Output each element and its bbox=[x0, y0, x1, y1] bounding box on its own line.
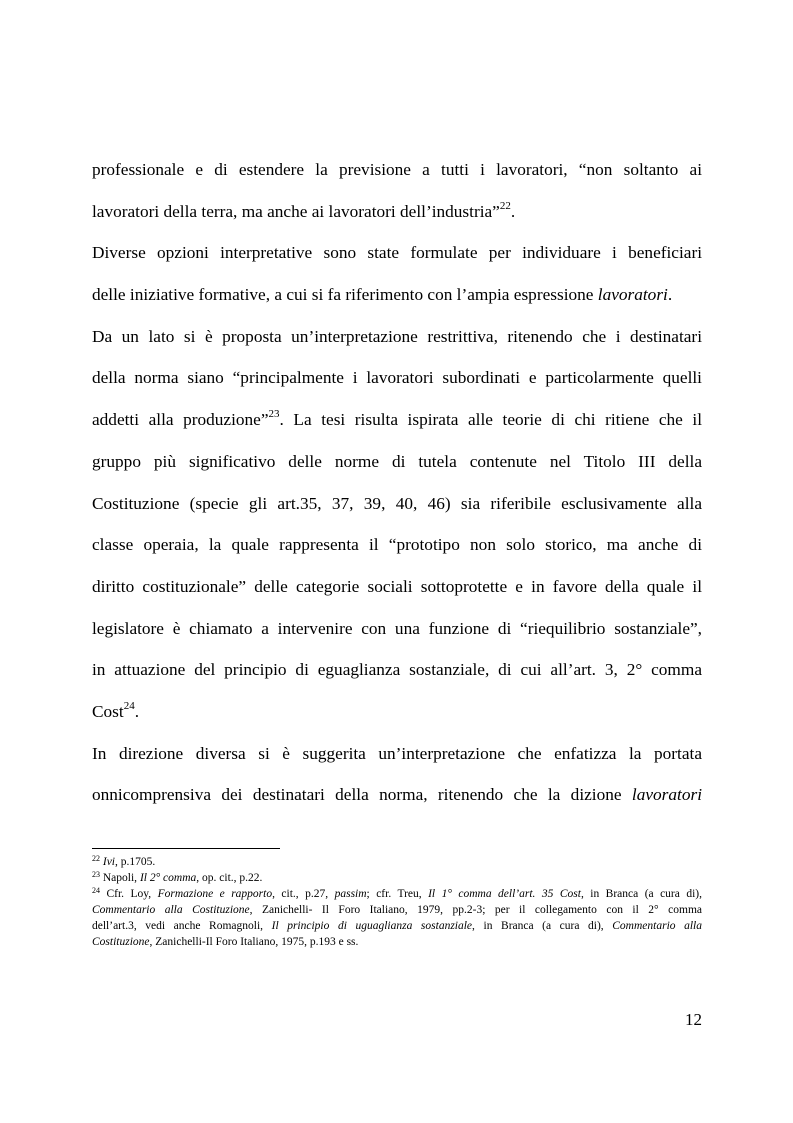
footnote-number: 22 bbox=[92, 854, 100, 863]
text-span: ; cfr. Treu, bbox=[366, 888, 429, 900]
text-span: . bbox=[134, 701, 140, 721]
text-span: , cit., p.27, bbox=[272, 888, 335, 900]
text-span: onnicomprensiva dei destinatari della norma, ritenendo che la dizione bbox=[92, 785, 632, 805]
footnote-ref-22: 22 bbox=[499, 199, 511, 212]
text-span: Diverse opzioni interpretative sono state formulate per individuare i beneficiari bbox=[92, 243, 702, 263]
text-line bbox=[92, 777, 702, 819]
text-line bbox=[92, 402, 702, 444]
text-span: Costituzione (specie gli art.35, 37, 39, 40, 46) sia riferibile esclusivamente alla bbox=[92, 493, 702, 513]
text-span: In direzione diversa si è suggerita un’interpretazione che enfatizza la portata bbox=[92, 743, 702, 763]
footnote-23 bbox=[92, 870, 702, 886]
italic-term: Formazione e rapporto bbox=[157, 888, 273, 900]
text-span: . bbox=[667, 285, 673, 305]
text-span: . bbox=[510, 201, 516, 221]
text-line bbox=[92, 694, 702, 736]
text-line bbox=[92, 611, 702, 653]
italic-term: Il 1° comma dell’art. 35 Cost bbox=[428, 888, 581, 900]
footnote-separator bbox=[92, 848, 280, 849]
footnotes bbox=[92, 854, 702, 950]
footnote-22 bbox=[92, 854, 702, 870]
footnote-24 bbox=[92, 886, 702, 902]
italic-term: lavoratori bbox=[597, 285, 668, 305]
text-span: Da un lato si è proposta un’interpretazione restrittiva, ritenendo che i destinatari bbox=[92, 326, 702, 346]
italic-term: Ivi bbox=[102, 856, 116, 868]
text-line bbox=[92, 194, 702, 236]
footnote-number: 23 bbox=[92, 870, 100, 879]
text-span: , Zanichelli- Il Foro Italiano, 1979, pp.2-3; per il collegamento con il 2° comma bbox=[249, 904, 702, 916]
text-line bbox=[92, 360, 702, 402]
body-text bbox=[92, 152, 702, 819]
text-line bbox=[92, 444, 702, 486]
footnote-24-cont bbox=[92, 934, 702, 950]
text-span: , op. cit., p.22. bbox=[196, 872, 263, 884]
text-span: lavoratori della terra, ma anche ai lavoratori dell’industria” bbox=[92, 201, 500, 221]
text-span: , p.1705. bbox=[115, 856, 156, 868]
text-span: legislatore è chiamato a intervenire con una funzione di “riequilibrio sostanziale”, bbox=[92, 618, 702, 638]
italic-term: Commentario alla Costituzione bbox=[92, 904, 250, 916]
footnote-number: 24 bbox=[92, 886, 100, 895]
text-span: , in Branca (a cura di), bbox=[472, 920, 613, 932]
text-line bbox=[92, 736, 702, 778]
italic-term: lavoratori bbox=[631, 785, 702, 805]
text-span: dell’art.3, vedi anche Romagnoli, bbox=[92, 920, 272, 932]
text-span: in attuazione del principio di eguaglianza sostanziale, di cui all’art. 3, 2° comma bbox=[92, 660, 702, 680]
text-line bbox=[92, 652, 702, 694]
text-span: , in Branca (a cura di), bbox=[580, 888, 702, 900]
text-line bbox=[92, 235, 702, 277]
footnote-24-cont bbox=[92, 902, 702, 918]
text-line bbox=[92, 527, 702, 569]
text-span: diritto costituzionale” delle categorie sociali sottoprotette e in favore della quale il bbox=[92, 576, 702, 596]
text-span: , Zanichelli-Il Foro Italiano, 1975, p.193 e ss. bbox=[149, 936, 359, 948]
italic-term: Il 2° comma bbox=[139, 872, 197, 884]
text-span: delle iniziative formative, a cui si fa riferimento con l’ampia espressione bbox=[92, 285, 598, 305]
text-line bbox=[92, 277, 702, 319]
italic-term: passim bbox=[334, 888, 367, 900]
text-line bbox=[92, 569, 702, 611]
text-span: addetti alla produzione” bbox=[92, 410, 269, 430]
text-span: . La tesi risulta ispirata alle teorie di chi ritiene che il bbox=[279, 410, 702, 430]
footnote-ref-23: 23 bbox=[268, 408, 280, 421]
italic-term: Costituzione bbox=[92, 936, 150, 948]
footnote-ref-24: 24 bbox=[123, 700, 135, 713]
page-number: 12 bbox=[685, 1010, 702, 1029]
italic-term: Il principio di uguaglianza sostanziale bbox=[271, 920, 473, 932]
text-span: gruppo più significativo delle norme di tutela contenute nel Titolo III della bbox=[92, 451, 702, 471]
text-line bbox=[92, 152, 702, 194]
text-span: della norma siano “principalmente i lavoratori subordinati e particolarmente quelli bbox=[92, 368, 702, 388]
text-span: classe operaia, la quale rappresenta il “prototipo non solo storico, ma anche di bbox=[92, 535, 702, 555]
footnote-24-cont bbox=[92, 918, 702, 934]
text-span: professionale e di estendere la previsione a tutti i lavoratori, “non soltanto ai bbox=[92, 160, 702, 179]
text-line bbox=[92, 319, 702, 361]
text-line bbox=[92, 486, 702, 528]
italic-term: Commentario alla bbox=[612, 920, 702, 932]
text-span: Cost bbox=[92, 701, 124, 721]
text-span: Napoli, bbox=[100, 872, 140, 884]
text-span: Cfr. Loy, bbox=[100, 888, 158, 900]
